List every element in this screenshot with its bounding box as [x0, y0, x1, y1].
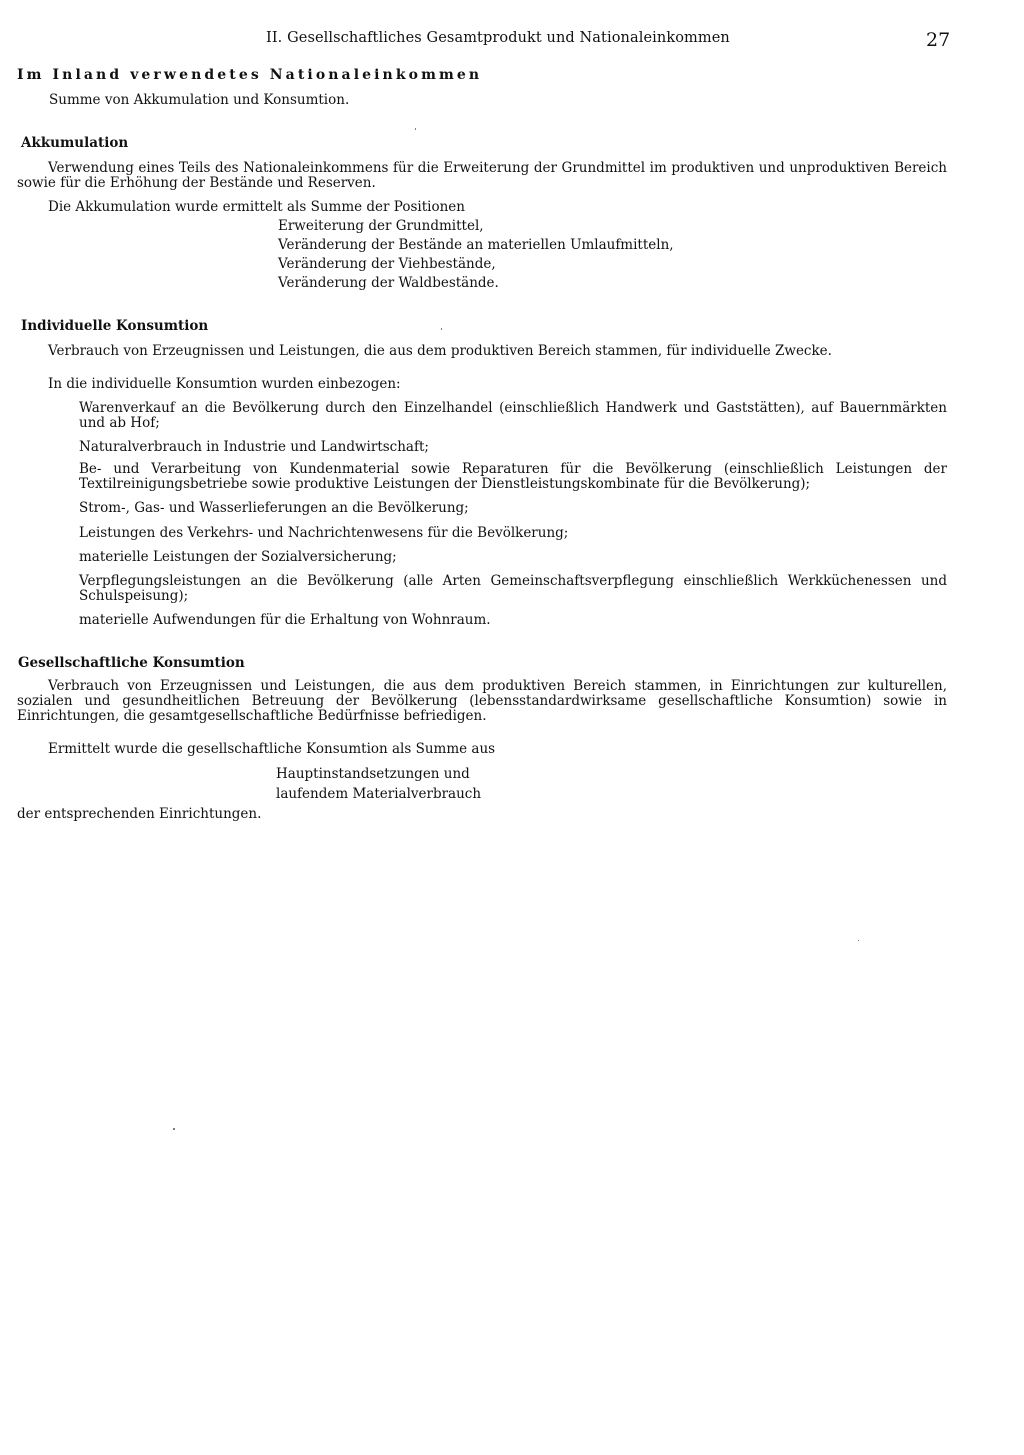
akkumulation-definition: Verwendung eines Teils des Nationaleinkommens für die Erweiterung der Grundmittel im produktiven und unproduktiven Bereich sowie für die Erhöhung der Bestände und Reserven.	[17, 160, 947, 191]
gesellschaftliche-component: laufendem Materialverbrauch	[276, 786, 482, 802]
individuelle-item: materielle Aufwendungen für die Erhaltung von Wohnraum.	[79, 612, 491, 628]
akkumulation-position: Veränderung der Bestände an materiellen Umlaufmitteln,	[278, 237, 674, 253]
gesellschaftliche-closing: der entsprechenden Einrichtungen.	[17, 806, 262, 822]
scan-speck	[441, 328, 442, 330]
section-title-inland: Im Inland verwendetes Nationaleinkommen	[17, 67, 483, 83]
gesellschaftliche-definition: Verbrauch von Erzeugnissen und Leistungen, die aus dem produktiven Bereich stammen, in Einrichtungen zur kulturellen, sozialen und gesundheitlichen Betreuung der Bevölkerung (lebensstandardwirksame gesellschaftliche Konsumtion) sowie in Einrichtungen, die gesamtgesellschaftliche Bedürfnisse befriedigen.	[17, 678, 947, 724]
page-number: 27	[926, 29, 951, 51]
section-title-gesellschaftliche: Gesellschaftliche Konsumtion	[18, 655, 245, 671]
akkumulation-intro: Die Akkumulation wurde ermittelt als Summe der Positionen	[48, 199, 465, 215]
individuelle-definition: Verbrauch von Erzeugnissen und Leistungen, die aus dem produktiven Bereich stammen, für individuelle Zwecke.	[48, 343, 832, 359]
section-title-individuelle: Individuelle Konsumtion	[21, 318, 209, 334]
akkumulation-position: Veränderung der Viehbestände,	[278, 256, 496, 272]
individuelle-item: Warenverkauf an die Bevölkerung durch den Einzelhandel (einschließlich Handwerk und Gaststätten), auf Bauernmärkten und ab Hof;	[79, 400, 947, 431]
running-title: II. Gesellschaftliches Gesamtprodukt und Nationaleinkommen	[266, 30, 730, 46]
akkumulation-position: Erweiterung der Grundmittel,	[278, 218, 484, 234]
akkumulation-position: Veränderung der Waldbestände.	[278, 275, 499, 291]
scan-speck	[173, 1128, 175, 1130]
individuelle-item: Verpflegungsleistungen an die Bevölkerung (alle Arten Gemeinschaftsverpflegung einschließlich Werkküchenessen und Schulspeisung);	[79, 573, 947, 604]
gesellschaftliche-component: Hauptinstandsetzungen und	[276, 766, 470, 782]
individuelle-item: materielle Leistungen der Sozialversicherung;	[79, 549, 397, 565]
individuelle-item: Strom-, Gas- und Wasserlieferungen an die Bevölkerung;	[79, 500, 469, 516]
scan-speck	[415, 128, 416, 130]
individuelle-item: Naturalverbrauch in Industrie und Landwirtschaft;	[79, 439, 429, 455]
inland-definition: Summe von Akkumulation und Konsumtion.	[49, 92, 350, 108]
gesellschaftliche-intro: Ermittelt wurde die gesellschaftliche Konsumtion als Summe aus	[48, 741, 496, 757]
individuelle-item: Leistungen des Verkehrs- und Nachrichtenwesens für die Bevölkerung;	[79, 525, 569, 541]
section-title-akkumulation: Akkumulation	[21, 135, 129, 151]
scan-speck	[858, 940, 859, 941]
individuelle-item: Be- und Verarbeitung von Kundenmaterial sowie Reparaturen für die Bevölkerung (einschließlich Leistungen der Textilreinigungsbetriebe sowie produktive Leistungen der Dienstleistungskombinate für die Bevölkerung);	[79, 461, 947, 492]
individuelle-intro: In die individuelle Konsumtion wurden einbezogen:	[48, 376, 401, 392]
